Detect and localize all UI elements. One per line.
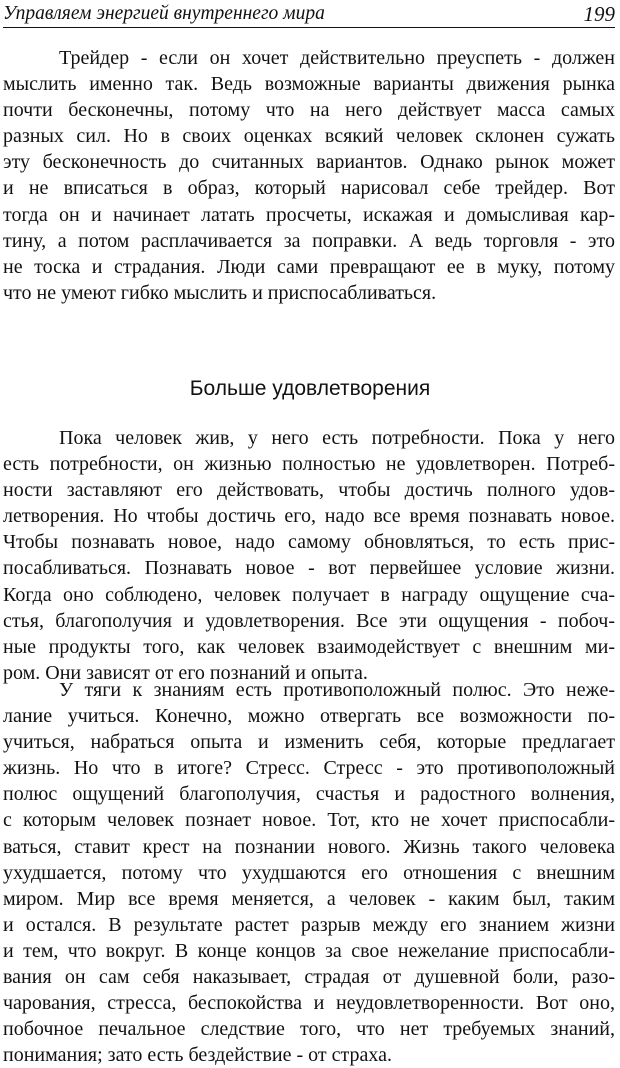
text-line: ухудшается, потому что ухудшаются его отношения с внешним [3,861,615,884]
header-rule [3,27,615,28]
text-line: вания он сам себя наказывает, страдая от душевной боли, разо- [3,966,615,989]
text-line: не тоска и страдания. Люди сами превращают ее в муку, потому [3,255,615,278]
text-line: чарования, стресса, беспокойства и неудовлетворенности. Вот оно, [3,992,615,1015]
text-line: Чтобы познавать новое, надо самому обновляться, то есть прис- [3,531,615,554]
text-line: тину, а потом расплачивается за поправки. А ведь торговля - это [3,229,615,252]
text-line: жизнь. Но что в итоге? Стресс. Стресс - это противоположный [3,757,615,780]
section-paragraph-1 [3,425,615,686]
text-line: с которым человек познает новое. Тот, кто не хочет приспосабли- [3,809,615,832]
running-header [3,2,615,28]
text-line: ные продукты того, как человек взаимодействует с внешним ми- [3,635,615,658]
text-line: Трейдер - если он хочет действительно преуспеть - должен [59,47,615,69]
section-heading: Больше удовлетворения [189,377,431,400]
text-line: что не умеют гибко мыслить и приспосабливаться. [3,281,437,304]
text-line: ваться, ставит крест на познании нового. Жизнь такого человека [3,835,615,858]
text-line: и тем, что вокруг. В конце концов за свое нежелание приспосабли- [3,939,615,962]
page-number: 199 [583,2,615,26]
text-line: тогда он и начинает латать просчеты, искажая и домысливая кар- [3,203,615,226]
text-line: летворения. Но чтобы достичь его, надо все время познавать новое. [3,505,615,528]
text-line: Пока человек жив, у него есть потребности. Пока у него [59,427,615,449]
intro-paragraph [3,45,615,306]
text-line: понимания; зато есть бездействие - от страха. [3,1044,392,1067]
text-line: полюс ощущений благополучия, счастья и радостного волнения, [3,783,615,806]
text-line: стья, благополучия и удовлетворения. Все эти ощущения - побоч- [3,609,615,632]
text-line: ности заставляют его действовать, чтобы достичь полного удов- [3,479,615,502]
text-line: Когда оно соблюдено, человек получает в награду ощущение сча- [3,583,615,606]
text-line: посабливаться. Познавать новое - вот первейшее условие жизни. [3,557,615,580]
text-line: разных сил. Но в своих оценках всякий человек склонен сужать [3,125,615,148]
text-line: ром. Они зависят от его познаний и опыта. [3,661,368,684]
text-line: мыслить именно так. Ведь возможные варианты движения рынка [3,73,615,96]
text-line: почти бесконечны, потому что на него действует масса самых [3,99,615,122]
text-line: и остался. В результате растет разрыв между его знанием жизни [3,913,615,936]
text-line: лание учиться. Конечно, можно отвергать все возможности по- [3,705,615,728]
text-line: есть потребности, он жизнью полностью не удовлетворен. Потреб- [3,453,615,476]
text-line: побочное печальное следствие того, что нет требуемых знаний, [3,1018,615,1041]
section-paragraph-2 [3,677,615,1068]
running-title: Управляем энергией внутреннего мира [3,3,325,24]
text-line: миром. Мир все время меняется, а человек - каким был, таким [3,887,615,910]
text-line: эту бесконечность до считанных вариантов. Однако рынок может [3,151,615,174]
text-line: учиться, набраться опыта и изменить себя, которые предлагает [3,731,615,754]
text-line: и не вписаться в образ, который нарисовал себе трейдер. Вот [3,177,615,200]
text-line: У тяги к знаниям есть противоположный полюс. Это нежe- [59,679,615,701]
